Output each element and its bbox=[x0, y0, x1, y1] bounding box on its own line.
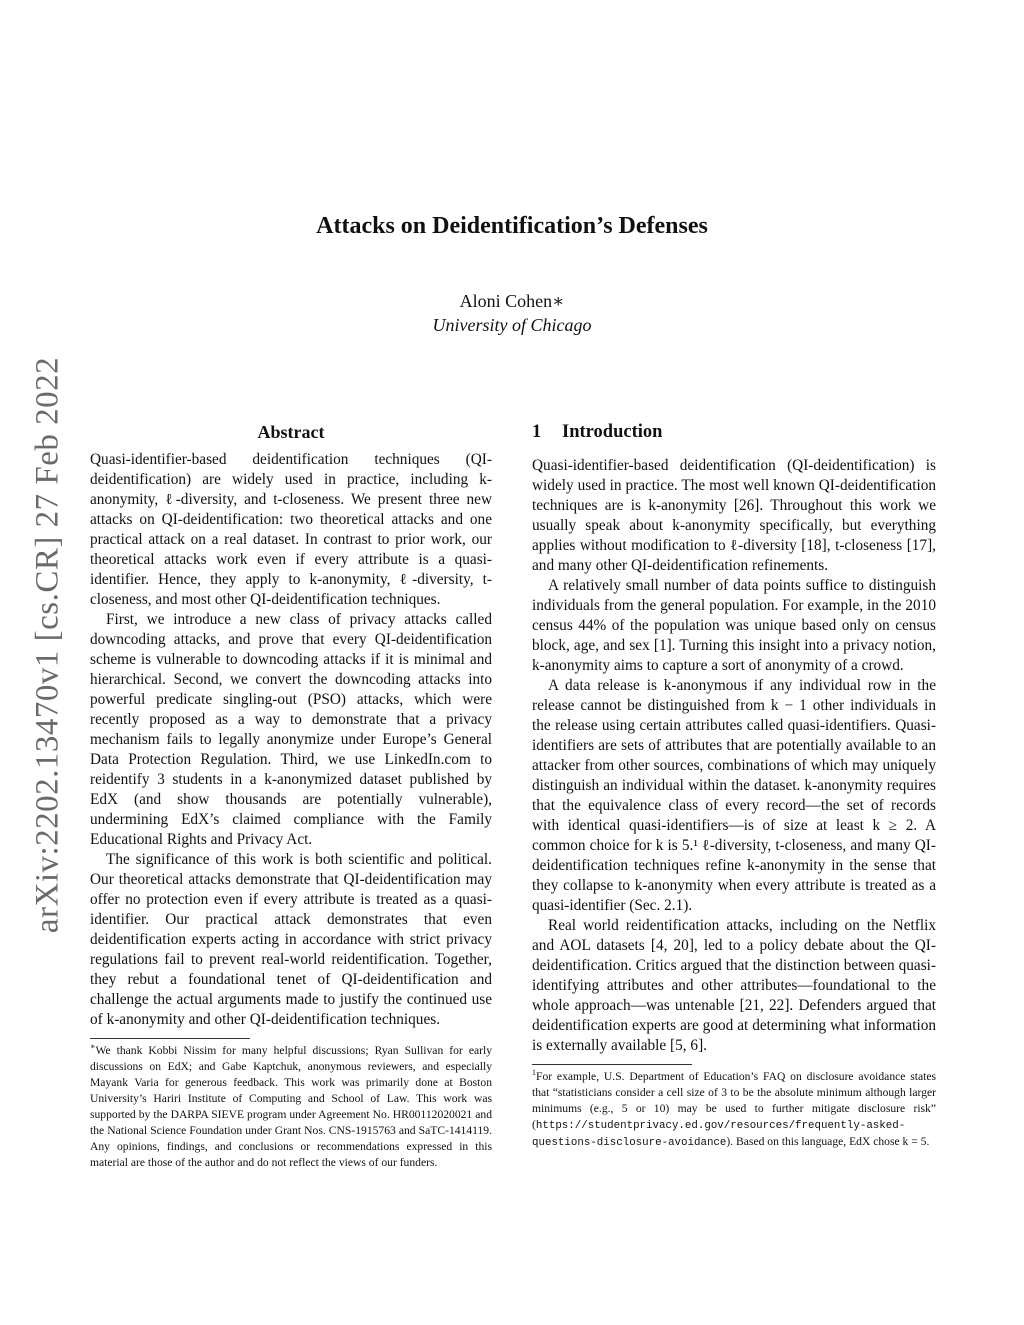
intro-paragraph-2: A relatively small number of data points suffice to distinguish individuals from the general population. For example, in the 2010 census 44% of the population was unique based only on census block, age, and sex [1]. Turning this insight into a privacy notion, k-anonymity aims to capture a sort of anonymity of a crowd. bbox=[532, 577, 936, 674]
paper-title: Attacks on Deidentification’s Defenses bbox=[316, 213, 708, 239]
doe-faq-link[interactable]: https://studentprivacy.ed.gov/resources/frequently-asked-questions-disclosure-avoidance bbox=[532, 1120, 906, 1149]
disclosure-footnote-text-after: ). Based on this language, EdX chose k = 5. bbox=[726, 1135, 930, 1148]
abstract-paragraph-3: The significance of this work is both scientific and political. Our theoretical attacks demonstrate that QI-deidentification may offer no protection even if every attribute is treated as a quasi-identifier. Our practical attack demonstrates that even deidentification experts acting in accordance with strict privacy regulations fail to prevent real-world reidentification. Together, they rebut a foundational tenet of QI-deidentification and challenge the actual arguments made to justify the continued use of k-anonymity and other QI-deidentification techniques. bbox=[90, 851, 492, 1028]
acknowledgment-footnote bbox=[90, 1043, 492, 1171]
section-number: 1 bbox=[532, 422, 542, 442]
footnote-divider bbox=[90, 1038, 250, 1039]
abstract-paragraph-2: First, we introduce a new class of privacy attacks called downcoding attacks, and prove that every QI-deidentification scheme is vulnerable to downcoding attacks if it is minimal and hierarchical. Second, we convert the downcoding attacks into powerful predicate singling-out (PSO) attacks, which were recently proposed as a way to demonstrate that a privacy mechanism fails to legally anonymize under Europe’s General Data Protection Regulation. Third, we use LinkedIn.com to reidentify 3 students in a k-anonymized dataset published by EdX (and show thousands are potentially vulnerable), undermining EdX’s claimed compliance with the Family Educational Rights and Privacy Act. bbox=[90, 611, 492, 848]
right-column bbox=[532, 420, 936, 1151]
section-title: Introduction bbox=[562, 422, 663, 442]
arxiv-identifier-stamp[interactable]: arXiv:2202.13470v1 [cs.CR] 27 Feb 2022 bbox=[29, 356, 66, 934]
author-name: Aloni Cohen∗ bbox=[459, 291, 565, 311]
left-column bbox=[90, 420, 492, 1171]
disclosure-footnote bbox=[532, 1069, 936, 1151]
intro-paragraph-1: Quasi-identifier-based deidentification (QI-deidentification) is widely used in practice. The most well known QI-deidentification techniques are is k-anonymity [26]. Throughout this work we usually speak about k-anonymity specifically, but everything applies without modification to ℓ-diversity [18], t-closeness [17], and many other QI-deidentification refinements. bbox=[532, 457, 936, 574]
section-heading-introduction bbox=[532, 420, 936, 444]
footnote-divider bbox=[532, 1064, 692, 1065]
disclosure-footnote-text-before: For example, U.S. Department of Education’s FAQ on disclosure avoidance states that “statisticians consider a cell size of 3 to be the absolute minimum although larger minimums (e.g., 5 or 10) may be used to further mitigate disclosure risk” ( bbox=[532, 1070, 936, 1131]
abstract-heading: Abstract bbox=[257, 422, 325, 442]
intro-paragraph-3: A data release is k-anonymous if any individual row in the release cannot be distinguished from k − 1 other individuals in the release using certain attributes called quasi-identifiers. Quasi-identifiers are sets of attributes that are potentially available to an attacker from other sources, combinations of which may uniquely distinguish an individual within the dataset. k-anonymity requires that the equivalence class of every record—the set of records with identical quasi-identifiers—is of size at least k ≥ 2. A common choice for k is 5.¹ ℓ-diversity, t-closeness, and many QI-deidentification techniques refine k-anonymity in the sense that they collapse to k-anonymity when every attribute is treated as a quasi-identifier (Sec. 2.1). bbox=[532, 677, 936, 914]
author-affiliation: University of Chicago bbox=[432, 315, 592, 335]
intro-paragraph-4: Real world reidentification attacks, including on the Netflix and AOL datasets [4, 20], led to a policy debate about the QI-deidentification. Critics argued that the distinction between quasi-identifying attributes and other attributes—foundational to the whole approach—was untenable [21, 22]. Defenders argued that deidentification experts are good at determining what information is externally available [5, 6]. bbox=[532, 917, 936, 1054]
acknowledgment-footnote-text: We thank Kobbi Nissim for many helpful discussions; Ryan Sullivan for early discussions on EdX; and Gabe Kaptchuk, anonymous reviewers, and especially Mayank Varia for generous feedback. This work was primarily done at Boston University’s Hariri Institute of Computing and School of Law. This work was supported by the DARPA SIEVE program under Agreement No. HR00112020021 and the National Science Foundation under Grant Nos. CNS-1915763 and SaTC-1414119. Any opinions, findings, and conclusions or recommendations expressed in this material are those of the author and do not reflect the views of our funders. bbox=[90, 1044, 492, 1169]
author-block bbox=[0, 289, 1024, 337]
footnote-mark: 1 bbox=[532, 1068, 536, 1078]
footnote-mark: ∗ bbox=[90, 1042, 96, 1052]
abstract-paragraph-1: Quasi-identifier-based deidentification techniques (QI-deidentification) are widely used in practice, including k-anonymity, ℓ-diversity, and t-closeness. We present three new attacks on QI-deidentification: two theoretical attacks and one practical attack on a real dataset. In contrast to prior work, our theoretical attacks work even if every attribute is a quasi-identifier. Hence, they apply to k-anonymity, ℓ-diversity, t-closeness, and most other QI-deidentification techniques. bbox=[90, 451, 492, 608]
